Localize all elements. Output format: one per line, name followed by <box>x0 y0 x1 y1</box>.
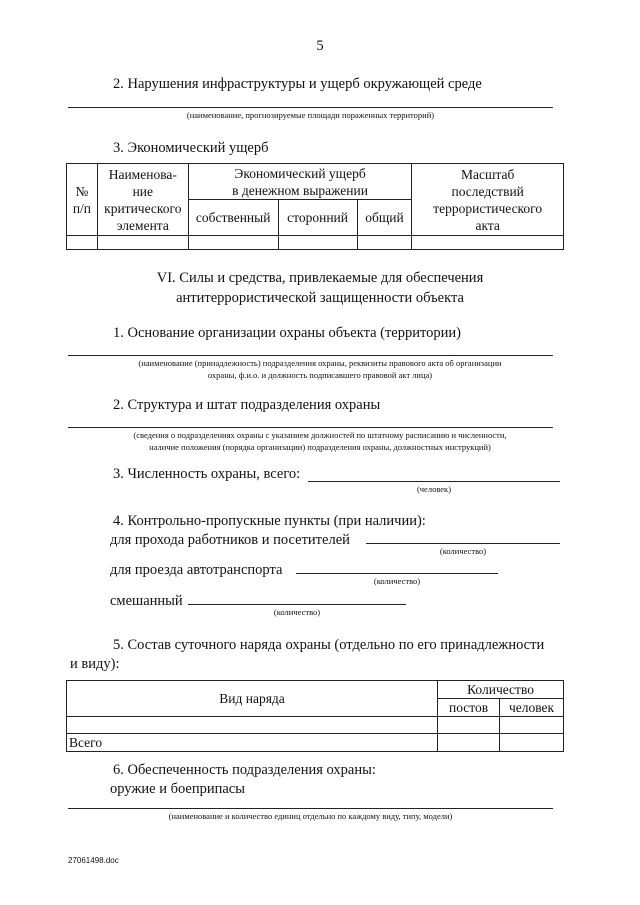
table-cell[interactable] <box>188 236 278 250</box>
table-cell[interactable] <box>438 734 500 752</box>
item-1-title: 1. Основание организации охраны объекта (территории) <box>113 325 461 341</box>
header-posts: постов <box>438 699 500 717</box>
header-name-line: критического <box>104 200 182 216</box>
header-scale <box>412 164 564 236</box>
item-4-title: 4. Контрольно-пропускные пункты (при наличии): <box>113 513 426 529</box>
checkpoint-vehicles-line[interactable] <box>296 573 498 574</box>
guard-count-line[interactable] <box>308 481 560 482</box>
header-own: собственный <box>188 200 278 236</box>
header-name-line: ние <box>132 183 154 199</box>
item-6-caption: (наименование и количество единиц отдельно по каждому виду, типу, модели) <box>168 811 453 821</box>
item-2-caption-2: наличие положения (порядка организации) подразделения охраны, должностных инструкций) <box>149 442 491 452</box>
section-3-title: 3. Экономический ущерб <box>113 140 269 156</box>
item-2-title: 2. Структура и штат подразделения охраны <box>113 397 381 413</box>
table-cell[interactable] <box>357 236 412 250</box>
header-damage-line: Экономический ущерб <box>234 165 366 181</box>
header-quantity: Количество <box>438 681 564 699</box>
footer-filename: 27061498.doc <box>68 856 119 865</box>
header-scale-line: террористического <box>433 200 543 216</box>
checkpoint-vehicles-caption: (количество) <box>373 576 421 586</box>
checkpoint-mixed-line[interactable] <box>188 604 406 605</box>
total-label: Всего <box>67 734 438 752</box>
checkpoint-workers-line[interactable] <box>366 543 560 544</box>
header-damage-line: в денежном выражении <box>232 182 368 198</box>
fill-line <box>68 808 553 809</box>
item-6-title-line-2: оружие и боеприпасы <box>110 781 245 797</box>
header-scale-line: Масштаб <box>461 166 515 182</box>
header-third-party: сторонний <box>278 200 357 236</box>
item-2-caption-1: (сведения о подразделениях охраны с указанием должностей по штатному расписанию и численности, <box>133 430 507 440</box>
header-number <box>67 164 98 236</box>
item-3-caption: (человек) <box>416 484 452 494</box>
header-scale-line: последствий <box>451 183 524 199</box>
table-cell[interactable] <box>438 717 500 734</box>
economic-damage-table <box>66 163 564 250</box>
table-cell[interactable] <box>97 236 188 250</box>
table-row <box>67 717 564 734</box>
table-cell[interactable] <box>67 717 438 734</box>
item-6-title-line-1: 6. Обеспеченность подразделения охраны: <box>113 762 376 778</box>
checkpoint-workers-label: для прохода работников и посетителей <box>110 532 350 548</box>
header-people: человек <box>500 699 564 717</box>
header-total: общий <box>357 200 412 236</box>
header-scale-line: акта <box>475 217 500 233</box>
table-cell[interactable] <box>67 236 98 250</box>
section-6-heading-line-2: антитеррористической защищенности объекта <box>176 290 464 306</box>
header-number-line: № <box>75 183 89 199</box>
table-cell[interactable] <box>278 236 357 250</box>
table-cell[interactable] <box>412 236 564 250</box>
header-economic-damage <box>188 164 412 200</box>
daily-guard-table <box>66 680 564 752</box>
fill-line <box>68 427 553 428</box>
table-cell[interactable] <box>500 717 564 734</box>
table-row-total <box>67 734 564 752</box>
header-name-line: элемента <box>116 217 169 233</box>
page-number: 5 <box>316 38 324 54</box>
section-2-caption: (наименование, прогнозируемые площади пораженных территорий) <box>186 110 435 120</box>
section-2-title: 2. Нарушения инфраструктуры и ущерб окружающей среде <box>113 76 482 92</box>
header-guard-type: Вид наряда <box>67 681 438 717</box>
item-5-title-line-2: и виду): <box>70 656 120 672</box>
table-row <box>67 236 564 250</box>
checkpoint-workers-caption: (количество) <box>439 546 487 556</box>
item-3-title: 3. Численность охраны, всего: <box>113 466 301 482</box>
item-1-caption-2: охраны, ф.и.о. и должность подписавшего правовой акт лица) <box>207 370 433 380</box>
header-element-name <box>97 164 188 236</box>
checkpoint-mixed-label: смешанный <box>110 593 183 609</box>
table-cell[interactable] <box>500 734 564 752</box>
header-number-line: п/п <box>72 200 92 216</box>
section-6-heading-line-1: VI. Силы и средства, привлекаемые для обеспечения <box>156 270 484 286</box>
fill-line <box>68 107 553 108</box>
item-1-caption-1: (наименование (принадлежность) подразделения охраны, реквизиты правового акта об организации <box>138 358 502 368</box>
header-name-line: Наименова- <box>108 166 177 182</box>
fill-line <box>68 355 553 356</box>
checkpoint-vehicles-label: для проезда автотранспорта <box>110 562 283 578</box>
item-5-title-line-1: 5. Состав суточного наряда охраны (отдельно по его принадлежности <box>113 637 545 653</box>
checkpoint-mixed-caption: (количество) <box>273 607 321 617</box>
